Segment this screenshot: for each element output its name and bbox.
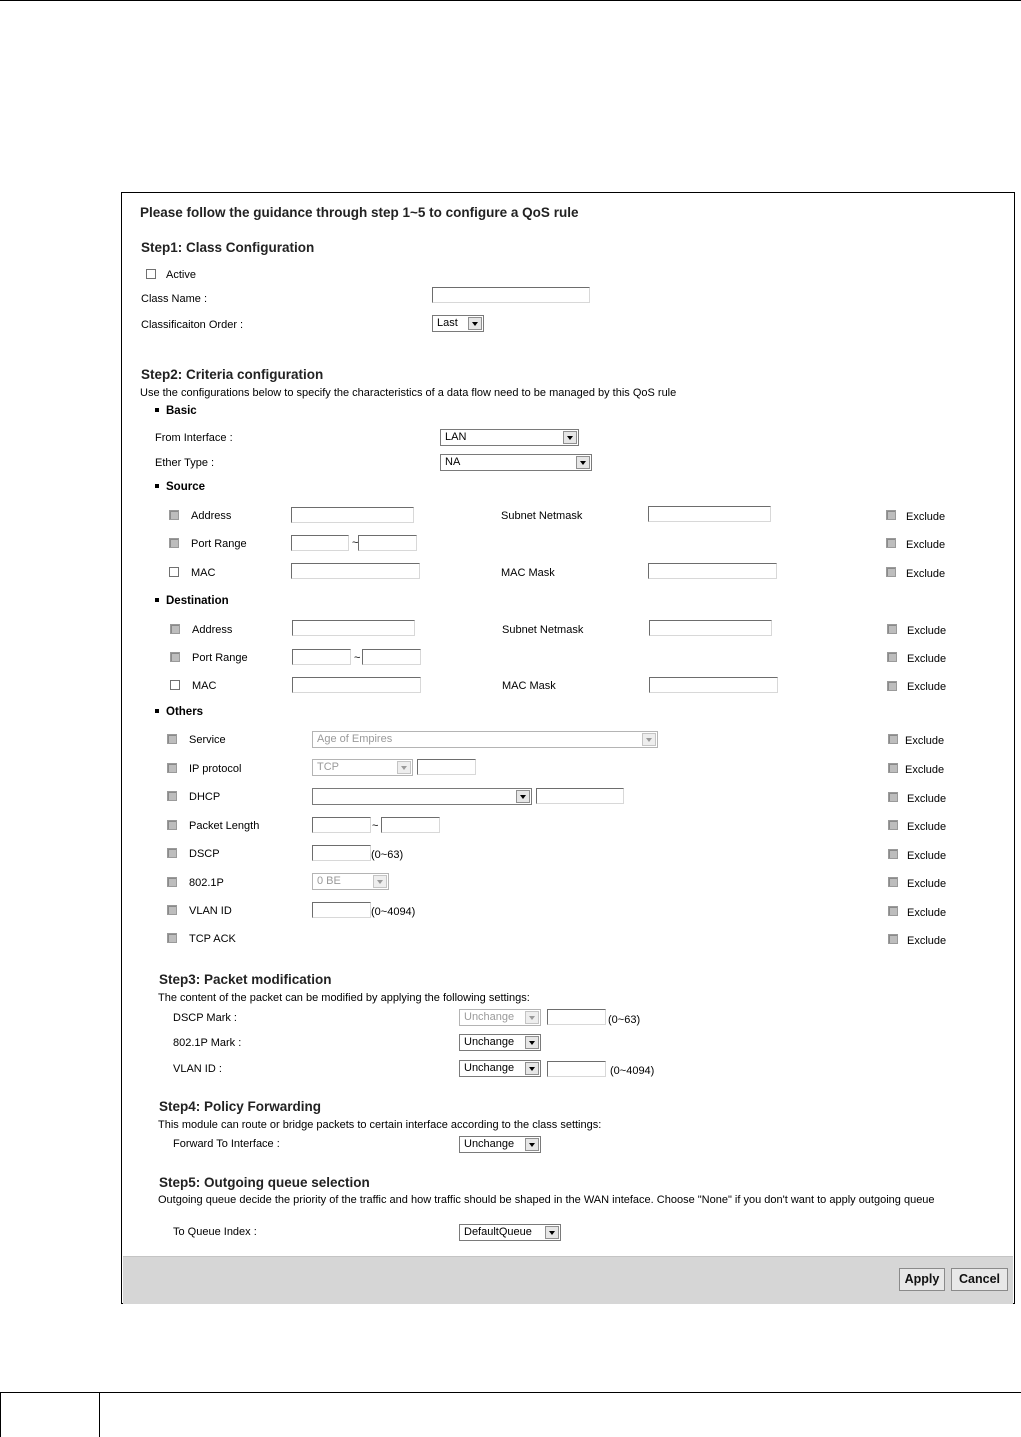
class-name-input[interactable] [432, 287, 590, 303]
packet-length-max-input[interactable] [381, 817, 440, 833]
packet-length-label: Packet Length [189, 820, 260, 832]
ether-type-label: Ether Type : [155, 457, 215, 469]
page-top-rule [0, 0, 1021, 1]
service-label: Service [189, 734, 226, 746]
exclude-label: Exclude [905, 735, 945, 747]
source-address-checkbox[interactable] [169, 510, 179, 520]
chevron-down-icon [563, 431, 577, 444]
page-bottom-rule [100, 1392, 1021, 1393]
chevron-down-icon [576, 456, 590, 469]
step3-heading: Step3: Packet modification [159, 972, 332, 987]
page-title: Please follow the guidance through step 1~5 to configure a QoS rule [140, 205, 579, 220]
source-mac-label: MAC [191, 567, 216, 579]
source-address-exclude-checkbox[interactable] [886, 510, 896, 520]
source-address-input[interactable] [291, 507, 414, 523]
dscp-checkbox[interactable] [167, 848, 177, 858]
destination-mac-mask-label: MAC Mask [502, 680, 556, 692]
chevron-down-icon [516, 790, 530, 803]
exclude-label: Exclude [907, 878, 947, 890]
dhcp-exclude-checkbox[interactable] [888, 792, 898, 802]
source-port-range-checkbox[interactable] [169, 538, 179, 548]
8021p-mark-label: 802.1P Mark : [173, 1037, 242, 1049]
destination-port-exclude-checkbox[interactable] [887, 652, 897, 662]
classification-order-value: Last [437, 317, 458, 329]
from-interface-label: From Interface : [155, 432, 233, 444]
ether-type-value: NA [445, 456, 461, 468]
8021p-checkbox[interactable] [167, 877, 177, 887]
ip-protocol-label: IP protocol [189, 763, 242, 775]
exclude-label: Exclude [907, 793, 947, 805]
tcp-ack-exclude-checkbox[interactable] [888, 934, 898, 944]
forward-to-interface-label: Forward To Interface : [173, 1138, 280, 1150]
source-mac-exclude-checkbox[interactable] [886, 567, 896, 577]
apply-button[interactable]: Apply [899, 1268, 945, 1291]
source-mac-mask-label: MAC Mask [501, 567, 555, 579]
packet-length-min-input[interactable] [312, 817, 371, 833]
8021p-exclude-checkbox[interactable] [888, 877, 898, 887]
classification-order-select[interactable] [432, 315, 484, 332]
source-subnet-input[interactable] [648, 506, 771, 522]
exclude-label: Exclude [906, 511, 946, 523]
chevron-down-icon [525, 1036, 539, 1049]
button-bar [123, 1256, 1013, 1304]
chevron-down-icon [525, 1062, 539, 1075]
ip-protocol-input[interactable] [417, 759, 476, 775]
source-subnet-label: Subnet Netmask [501, 510, 583, 522]
exclude-label: Exclude [907, 625, 947, 637]
ip-protocol-select[interactable] [312, 759, 413, 776]
tcp-ack-label: TCP ACK [189, 933, 236, 945]
page-number-box [0, 1392, 100, 1437]
destination-mac-checkbox[interactable] [170, 680, 180, 690]
destination-address-input[interactable] [292, 620, 415, 636]
8021p-label: 802.1P [189, 877, 224, 889]
destination-port-range-checkbox[interactable] [170, 652, 180, 662]
dscp-mark-input[interactable] [547, 1009, 606, 1025]
range-tilde: ~ [352, 537, 359, 549]
from-interface-value: LAN [445, 431, 467, 443]
step1-heading: Step1: Class Configuration [141, 240, 315, 255]
source-heading: Source [155, 481, 205, 493]
destination-mac-mask-input[interactable] [649, 677, 778, 693]
queue-index-select[interactable] [459, 1224, 561, 1241]
dhcp-checkbox[interactable] [167, 791, 177, 801]
packet-length-checkbox[interactable] [167, 820, 177, 830]
vlan-id-checkbox[interactable] [167, 905, 177, 915]
exclude-label: Exclude [907, 653, 947, 665]
step5-description: Outgoing queue decide the priority of the traffic and how traffic should be shaped in the WAN inteface. Choose "None" if you don't want to apply outgoing queue [158, 1194, 935, 1206]
source-address-label: Address [191, 510, 232, 522]
others-heading: Others [155, 706, 203, 718]
destination-address-exclude-checkbox[interactable] [887, 624, 897, 634]
vlan-id-range: (0~4094) [371, 906, 416, 918]
step3-vlan-id-label: VLAN ID : [173, 1063, 222, 1075]
destination-subnet-label: Subnet Netmask [502, 624, 584, 636]
vlan-id-input[interactable] [312, 902, 371, 918]
ip-protocol-value: TCP [317, 761, 339, 773]
range-tilde: ~ [372, 820, 379, 832]
step3-vlan-id-select[interactable] [459, 1060, 541, 1077]
destination-subnet-input[interactable] [649, 620, 772, 636]
ether-type-select[interactable] [440, 454, 592, 471]
source-port-exclude-checkbox[interactable] [886, 538, 896, 548]
destination-address-checkbox[interactable] [170, 624, 180, 634]
dhcp-input[interactable] [536, 788, 624, 804]
exclude-label: Exclude [907, 850, 947, 862]
exclude-label: Exclude [907, 821, 947, 833]
source-mac-checkbox[interactable] [169, 567, 179, 577]
chevron-down-icon [525, 1138, 539, 1151]
step2-description: Use the configurations below to specify the characteristics of a data flow need to be managed by this QoS rule [140, 387, 677, 399]
basic-heading: Basic [155, 405, 197, 417]
class-name-label: Class Name : [141, 293, 208, 305]
dhcp-select[interactable] [312, 788, 532, 805]
packet-length-exclude-checkbox[interactable] [888, 820, 898, 830]
vlan-id-label: VLAN ID [189, 905, 232, 917]
source-mac-input[interactable] [291, 563, 420, 579]
dscp-mark-select[interactable] [459, 1009, 541, 1026]
classification-order-label: Classificaiton Order : [141, 319, 244, 331]
dscp-label: DSCP [189, 848, 220, 860]
active-label: Active [166, 269, 196, 281]
chevron-down-icon [468, 317, 482, 330]
chevron-down-icon [373, 875, 387, 888]
dscp-input[interactable] [312, 845, 371, 861]
step3-vlan-id-input[interactable] [547, 1061, 606, 1077]
destination-port-range-label: Port Range [192, 652, 248, 664]
destination-heading: Destination [155, 595, 229, 607]
step4-heading: Step4: Policy Forwarding [159, 1099, 322, 1114]
destination-mac-exclude-checkbox[interactable] [887, 681, 897, 691]
chevron-down-icon [545, 1226, 559, 1239]
chevron-down-icon [397, 761, 411, 774]
source-mac-mask-input[interactable] [648, 563, 777, 579]
exclude-label: Exclude [907, 935, 947, 947]
dscp-mark-range: (0~63) [608, 1014, 641, 1026]
destination-port-start-input[interactable] [292, 649, 351, 665]
service-exclude-checkbox[interactable] [888, 734, 898, 744]
step3-description: The content of the packet can be modified by applying the following settings: [158, 992, 530, 1004]
dscp-exclude-checkbox[interactable] [888, 849, 898, 859]
from-interface-select[interactable] [440, 429, 579, 446]
exclude-label: Exclude [907, 681, 947, 693]
step4-description: This module can route or bridge packets to certain interface according to the class settings: [158, 1119, 602, 1131]
queue-index-value: DefaultQueue [464, 1226, 532, 1238]
chevron-down-icon [642, 733, 656, 746]
exclude-label: Exclude [905, 764, 945, 776]
source-port-range-label: Port Range [191, 538, 247, 550]
forward-to-interface-select[interactable] [459, 1136, 541, 1153]
service-checkbox[interactable] [167, 734, 177, 744]
8021p-select[interactable] [312, 873, 389, 890]
active-checkbox[interactable] [146, 269, 156, 279]
dscp-mark-value: Unchange [464, 1011, 515, 1023]
8021p-mark-value: Unchange [464, 1036, 515, 1048]
exclude-label: Exclude [906, 539, 946, 551]
cancel-button[interactable]: Cancel [951, 1268, 1008, 1291]
source-port-end-input[interactable] [358, 535, 417, 551]
range-tilde: ~ [354, 652, 361, 664]
dhcp-label: DHCP [189, 791, 221, 803]
step3-vlan-id-value: Unchange [464, 1062, 515, 1074]
ip-protocol-checkbox[interactable] [167, 763, 177, 773]
dscp-mark-label: DSCP Mark : [173, 1012, 237, 1024]
queue-index-label: To Queue Index : [173, 1226, 257, 1238]
step2-heading: Step2: Criteria configuration [141, 367, 324, 382]
8021p-value: 0 BE [317, 875, 341, 887]
source-port-start-input[interactable] [291, 535, 349, 551]
step3-vlan-id-range: (0~4094) [610, 1065, 655, 1077]
exclude-label: Exclude [906, 568, 946, 580]
destination-address-label: Address [192, 624, 233, 636]
tcp-ack-checkbox[interactable] [167, 933, 177, 943]
destination-port-end-input[interactable] [362, 649, 421, 665]
exclude-label: Exclude [907, 907, 947, 919]
destination-mac-input[interactable] [292, 677, 421, 693]
service-value: Age of Empires [317, 733, 393, 745]
dscp-range: (0~63) [371, 849, 404, 861]
ip-protocol-exclude-checkbox[interactable] [888, 763, 898, 773]
8021p-mark-select[interactable] [459, 1034, 541, 1051]
chevron-down-icon [525, 1011, 539, 1024]
service-select[interactable] [312, 731, 658, 748]
forward-to-interface-value: Unchange [464, 1138, 515, 1150]
vlan-id-exclude-checkbox[interactable] [888, 906, 898, 916]
qos-rule-panel [121, 192, 1015, 1304]
step5-heading: Step5: Outgoing queue selection [159, 1175, 370, 1190]
destination-mac-label: MAC [192, 680, 217, 692]
